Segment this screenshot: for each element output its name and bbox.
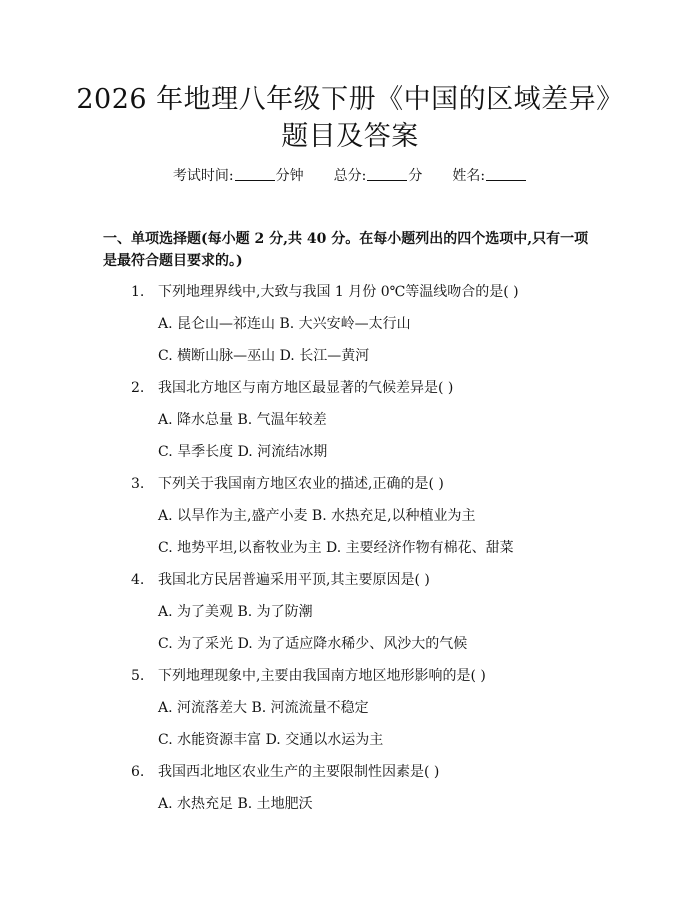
student-name-blank <box>486 166 526 181</box>
question-5-text: 下列地理现象中,主要由我国南方地区地形影响的是( ) <box>158 668 486 684</box>
question-2-options-cd: C. 旱季长度 D. 河流结冰期 <box>158 444 328 460</box>
question-3-text: 下列关于我国南方地区农业的描述,正确的是( ) <box>158 476 444 492</box>
question-2-text: 我国北方地区与南方地区最显著的气候差异是( ) <box>158 380 454 396</box>
student-name-field <box>452 168 527 184</box>
question-4 <box>131 570 430 590</box>
question-4-number: 4. <box>131 572 145 588</box>
question-1-number: 1. <box>131 284 145 300</box>
total-score-blank <box>367 166 407 181</box>
question-2 <box>131 378 453 398</box>
question-3 <box>131 474 444 494</box>
question-5-options-cd: C. 水能资源丰富 D. 交通以水运为主 <box>158 732 384 748</box>
question-6-text: 我国西北地区农业生产的主要限制性因素是( ) <box>158 764 440 780</box>
question-1 <box>131 282 519 302</box>
question-6-options-ab: A. 水热充足 B. 土地肥沃 <box>158 796 313 812</box>
exam-time-blank <box>235 166 275 181</box>
question-1-options-ab: A. 昆仑山—祁连山 B. 大兴安岭—太行山 <box>158 316 411 332</box>
section-header-line-2: 是最符合题目要求的。) <box>103 253 243 269</box>
question-4-text: 我国北方民居普遍采用平顶,其主要原因是( ) <box>158 572 430 588</box>
question-3-options-cd: C. 地势平坦,以畜牧业为主 D. 主要经济作物有棉花、甜菜 <box>158 540 514 556</box>
question-3-options-ab: A. 以旱作为主,盛产小麦 B. 水热充足,以种植业为主 <box>158 508 476 524</box>
question-4-options-ab: A. 为了美观 B. 为了防潮 <box>158 604 313 620</box>
question-1-options-cd: C. 横断山脉—巫山 D. 长江—黄河 <box>158 348 370 364</box>
question-2-number: 2. <box>131 380 145 396</box>
question-3-number: 3. <box>131 476 145 492</box>
exam-time-unit: 分钟 <box>275 168 304 184</box>
question-6 <box>131 762 439 782</box>
question-1-text: 下列地理界线中,大致与我国 1 月份 0℃等温线吻合的是( ) <box>158 284 519 300</box>
exam-info-row <box>0 166 700 186</box>
question-2-options-ab: A. 降水总量 B. 气温年较差 <box>158 412 327 428</box>
document-title-line-1: 2026 年地理八年级下册《中国的区域差异》 <box>76 84 624 115</box>
total-score-unit: 分 <box>408 168 423 184</box>
exam-time-label: 考试时间: <box>172 168 234 184</box>
question-5-options-ab: A. 河流落差大 B. 河流流量不稳定 <box>158 700 369 716</box>
question-6-number: 6. <box>131 764 145 780</box>
section-header-line-1: 一、单项选择题(每小题 2 分,共 40 分。在每小题列出的四个选项中,只有一项 <box>103 231 589 247</box>
exam-time-field <box>173 168 304 184</box>
question-5-number: 5. <box>131 668 145 684</box>
question-5 <box>131 666 486 686</box>
total-score-label: 总分: <box>333 168 367 184</box>
question-4-options-cd: C. 为了采光 D. 为了适应降水稀少、风沙大的气候 <box>158 636 468 652</box>
student-name-label: 姓名: <box>452 168 486 184</box>
document-title-line-2: 题目及答案 <box>281 121 419 152</box>
total-score-field <box>334 168 423 184</box>
